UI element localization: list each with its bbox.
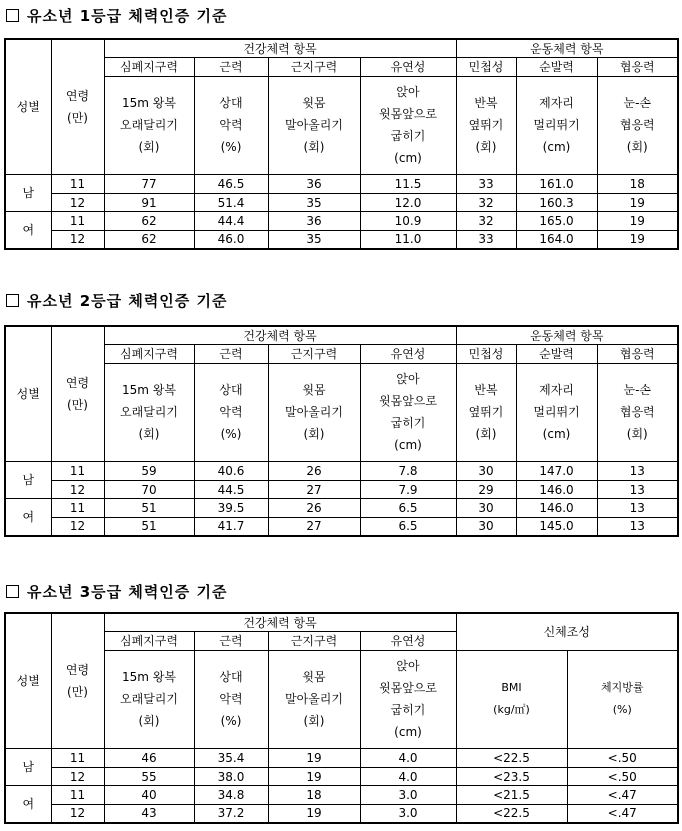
checkbox-icon — [6, 585, 19, 598]
sex-cell: 남 — [5, 175, 51, 212]
item-desc-endurance: 윗몸 말아올리기 (회) — [268, 363, 360, 462]
value-cell: 27 — [268, 480, 360, 499]
value-cell: 11.0 — [360, 230, 456, 249]
age-cell: 11 — [51, 212, 104, 231]
value-cell: 43 — [104, 804, 194, 823]
value-cell: 7.9 — [360, 480, 456, 499]
value-cell: 35 — [268, 193, 360, 212]
age-cell: 12 — [51, 767, 104, 786]
value-cell: 41.7 — [194, 517, 268, 536]
value-cell: 19 — [597, 230, 678, 249]
value-cell: 38.0 — [194, 767, 268, 786]
value-cell: 19 — [597, 212, 678, 231]
section-title-text: 유소년 2등급 체력인증 기준 — [27, 291, 228, 310]
value-cell: 40 — [104, 786, 194, 805]
sex-header: 성별 — [5, 39, 51, 175]
value-cell: 11.5 — [360, 175, 456, 194]
section-title — [6, 4, 228, 26]
age-cell: 12 — [51, 230, 104, 249]
health-fitness-group-header: 건강체력 항목 — [104, 613, 456, 632]
standards-table — [4, 612, 679, 824]
table-row — [5, 804, 678, 823]
value-cell: 19 — [597, 193, 678, 212]
value-cell: 46.0 — [194, 230, 268, 249]
item-desc-strength: 상대 악력 (%) — [194, 363, 268, 462]
value-cell: 62 — [104, 230, 194, 249]
sex-header: 성별 — [5, 613, 51, 749]
item-desc-endurance: 윗몸 말아올리기 (회) — [268, 650, 360, 749]
table-row — [5, 212, 678, 231]
value-cell: 19 — [268, 749, 360, 768]
motor-fitness-group-header: 운동체력 항목 — [456, 326, 678, 345]
item-name-endurance: 근지구력 — [268, 58, 360, 77]
value-cell: 161.0 — [516, 175, 597, 194]
checkbox-icon — [6, 294, 19, 307]
item-desc-endurance: 윗몸 말아올리기 (회) — [268, 76, 360, 175]
age-header: 연령 (만) — [51, 39, 104, 175]
value-cell: 33 — [456, 230, 516, 249]
table-row — [5, 193, 678, 212]
item-name-strength: 근력 — [194, 58, 268, 77]
item-desc-power: 제자리 멀리뛰기 (cm) — [516, 363, 597, 462]
table-row — [5, 786, 678, 805]
table-row — [5, 767, 678, 786]
table-row — [5, 175, 678, 194]
checkbox-icon — [6, 9, 19, 22]
value-cell: 35.4 — [194, 749, 268, 768]
value-cell: 55 — [104, 767, 194, 786]
sex-header: 성별 — [5, 326, 51, 462]
value-cell: 7.8 — [360, 462, 456, 481]
value-cell: 146.0 — [516, 480, 597, 499]
item-desc-coordination: 눈-손 협응력 (회) — [597, 363, 678, 462]
value-cell: 3.0 — [360, 804, 456, 823]
item-desc-coordination: 눈-손 협응력 (회) — [597, 76, 678, 175]
table-row — [5, 499, 678, 518]
value-cell: 18 — [268, 786, 360, 805]
health-fitness-group-header: 건강체력 항목 — [104, 39, 456, 58]
value-cell: <.50 — [567, 767, 678, 786]
item-name-coordination: 협응력 — [597, 58, 678, 77]
item-name-coordination: 협응력 — [597, 345, 678, 364]
value-cell: <23.5 — [456, 767, 567, 786]
value-cell: 19 — [268, 767, 360, 786]
item-name-endurance: 근지구력 — [268, 632, 360, 651]
item-desc-bmi: BMI (kg/㎡) — [456, 650, 567, 749]
value-cell: 70 — [104, 480, 194, 499]
value-cell: 19 — [268, 804, 360, 823]
value-cell: 44.5 — [194, 480, 268, 499]
body-composition-group-header: 신체조성 — [456, 613, 678, 650]
item-name-flexibility: 유연성 — [360, 58, 456, 77]
sex-cell: 여 — [5, 212, 51, 249]
item-name-flexibility: 유연성 — [360, 632, 456, 651]
value-cell: 145.0 — [516, 517, 597, 536]
value-cell: 6.5 — [360, 517, 456, 536]
value-cell: 29 — [456, 480, 516, 499]
value-cell: 13 — [597, 517, 678, 536]
section-title — [6, 580, 228, 602]
item-name-strength: 근력 — [194, 632, 268, 651]
item-desc-agility: 반복 옆뛰기 (회) — [456, 76, 516, 175]
value-cell: 26 — [268, 499, 360, 518]
value-cell: 46 — [104, 749, 194, 768]
value-cell: 18 — [597, 175, 678, 194]
value-cell: 164.0 — [516, 230, 597, 249]
age-cell: 11 — [51, 175, 104, 194]
item-name-agility: 민첩성 — [456, 58, 516, 77]
item-desc-flexibility: 앉아 윗몸앞으로 굽히기 (cm) — [360, 363, 456, 462]
sex-cell: 여 — [5, 499, 51, 536]
age-cell: 11 — [51, 786, 104, 805]
value-cell: 91 — [104, 193, 194, 212]
value-cell: 4.0 — [360, 767, 456, 786]
table-row — [5, 517, 678, 536]
age-cell: 11 — [51, 749, 104, 768]
section-title-text: 유소년 3등급 체력인증 기준 — [27, 582, 228, 601]
value-cell: 3.0 — [360, 786, 456, 805]
age-cell: 12 — [51, 517, 104, 536]
item-name-endurance: 근지구력 — [268, 345, 360, 364]
item-desc-flexibility: 앉아 윗몸앞으로 굽히기 (cm) — [360, 650, 456, 749]
item-name-strength: 근력 — [194, 345, 268, 364]
age-cell: 12 — [51, 804, 104, 823]
value-cell: 39.5 — [194, 499, 268, 518]
age-cell: 11 — [51, 499, 104, 518]
value-cell: 13 — [597, 499, 678, 518]
value-cell: 36 — [268, 212, 360, 231]
value-cell: 77 — [104, 175, 194, 194]
age-header: 연령 (만) — [51, 326, 104, 462]
item-desc-flexibility: 앉아 윗몸앞으로 굽히기 (cm) — [360, 76, 456, 175]
motor-fitness-group-header: 운동체력 항목 — [456, 39, 678, 58]
item-name-flexibility: 유연성 — [360, 345, 456, 364]
item-desc-cardio: 15m 왕복 오래달리기 (회) — [104, 650, 194, 749]
item-desc-strength: 상대 악력 (%) — [194, 76, 268, 175]
value-cell: <.50 — [567, 749, 678, 768]
value-cell: <.47 — [567, 804, 678, 823]
section-title — [6, 289, 228, 311]
age-cell: 11 — [51, 462, 104, 481]
item-name-cardio: 심폐지구력 — [104, 345, 194, 364]
value-cell: 33 — [456, 175, 516, 194]
table-row — [5, 480, 678, 499]
value-cell: 30 — [456, 462, 516, 481]
value-cell: 35 — [268, 230, 360, 249]
table-row — [5, 749, 678, 768]
table-row — [5, 462, 678, 481]
item-name-agility: 민첩성 — [456, 345, 516, 364]
value-cell: 160.3 — [516, 193, 597, 212]
value-cell: 51 — [104, 517, 194, 536]
sex-cell: 남 — [5, 462, 51, 499]
item-desc-cardio: 15m 왕복 오래달리기 (회) — [104, 363, 194, 462]
value-cell: 30 — [456, 499, 516, 518]
item-name-cardio: 심폐지구력 — [104, 632, 194, 651]
value-cell: 32 — [456, 193, 516, 212]
value-cell: <22.5 — [456, 749, 567, 768]
item-name-power: 순발력 — [516, 345, 597, 364]
value-cell: 51.4 — [194, 193, 268, 212]
value-cell: 36 — [268, 175, 360, 194]
value-cell: 147.0 — [516, 462, 597, 481]
health-fitness-group-header: 건강체력 항목 — [104, 326, 456, 345]
item-name-power: 순발력 — [516, 58, 597, 77]
age-header: 연령 (만) — [51, 613, 104, 749]
value-cell: <.47 — [567, 786, 678, 805]
value-cell: 46.5 — [194, 175, 268, 194]
value-cell: 165.0 — [516, 212, 597, 231]
value-cell: 44.4 — [194, 212, 268, 231]
item-desc-body-fat: 체지방률 (%) — [567, 650, 678, 749]
value-cell: 40.6 — [194, 462, 268, 481]
age-cell: 12 — [51, 193, 104, 212]
value-cell: 59 — [104, 462, 194, 481]
item-desc-cardio: 15m 왕복 오래달리기 (회) — [104, 76, 194, 175]
value-cell: 62 — [104, 212, 194, 231]
age-cell: 12 — [51, 480, 104, 499]
item-desc-agility: 반복 옆뛰기 (회) — [456, 363, 516, 462]
value-cell: 37.2 — [194, 804, 268, 823]
value-cell: 10.9 — [360, 212, 456, 231]
item-desc-strength: 상대 악력 (%) — [194, 650, 268, 749]
value-cell: 51 — [104, 499, 194, 518]
value-cell: 13 — [597, 480, 678, 499]
sex-cell: 남 — [5, 749, 51, 786]
value-cell: 13 — [597, 462, 678, 481]
value-cell: 6.5 — [360, 499, 456, 518]
value-cell: 30 — [456, 517, 516, 536]
sex-cell: 여 — [5, 786, 51, 823]
value-cell: 27 — [268, 517, 360, 536]
value-cell: <21.5 — [456, 786, 567, 805]
standards-table — [4, 325, 679, 537]
value-cell: 146.0 — [516, 499, 597, 518]
value-cell: <22.5 — [456, 804, 567, 823]
item-desc-power: 제자리 멀리뛰기 (cm) — [516, 76, 597, 175]
value-cell: 34.8 — [194, 786, 268, 805]
table-row — [5, 230, 678, 249]
section-title-text: 유소년 1등급 체력인증 기준 — [27, 6, 228, 25]
value-cell: 26 — [268, 462, 360, 481]
item-name-cardio: 심폐지구력 — [104, 58, 194, 77]
standards-table — [4, 38, 679, 250]
value-cell: 32 — [456, 212, 516, 231]
value-cell: 12.0 — [360, 193, 456, 212]
value-cell: 4.0 — [360, 749, 456, 768]
